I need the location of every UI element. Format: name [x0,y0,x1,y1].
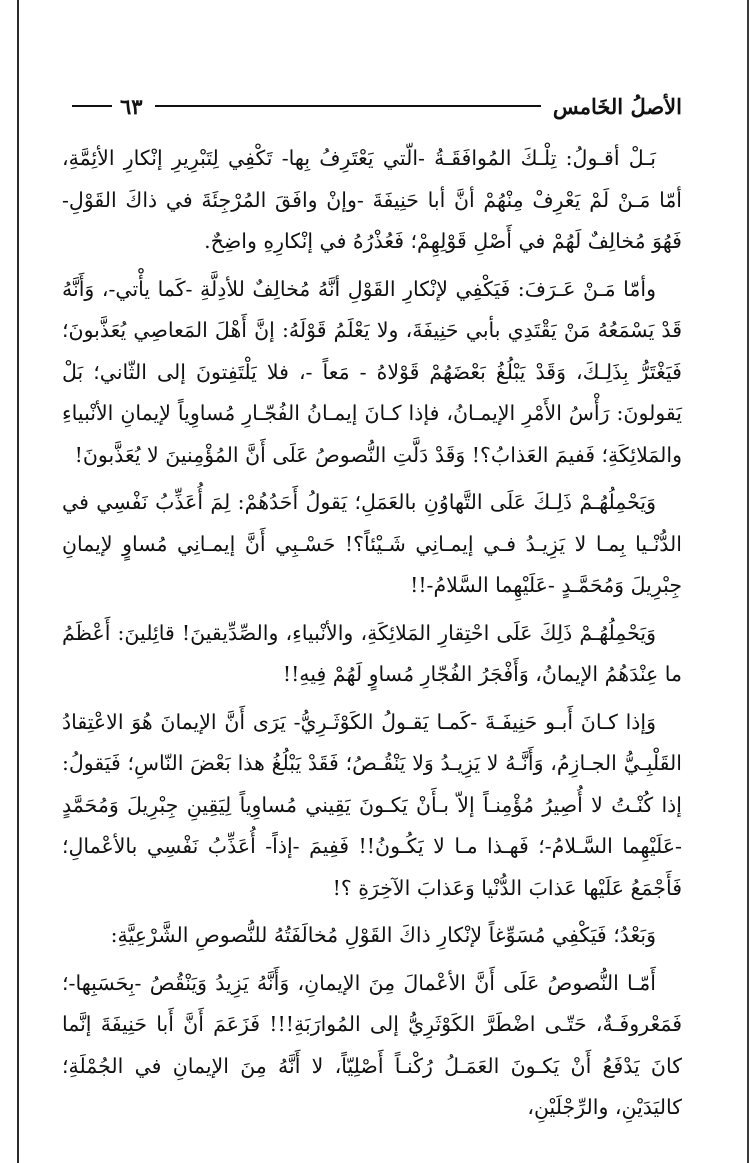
page-edge-right [747,0,749,1163]
paragraph-4: وَيَحْمِلُهُـمْ ذَلِكَ عَلَى احْتِقارِ المَلائِكَةِ، والأنْبياءِ، والصِّدِّيقينَ! قائِلينَ: أَعْظَمُ ما عِنْدَهُمُ الإيمانُ، وَأَفْجَرُ الفُجّارِ مُساوٍ لَهُمْ فِيهِ!! [62,620,682,686]
book-page [62,86,682,1135]
chapter-title: الأصلُ الخَامس [552,93,682,119]
paragraph-6: وَبَعْدُ؛ فَيَكْفِي مُسَوِّغاً لإنْكارِ ذاكَ القَوْلِ مُخالَفَتُهُ للنُّصوصِ الشَّرْعِيَّةِ: [110,923,656,947]
paragraph-5: وَإذا كـانَ أَبـو حَنِيفَـةَ -كَمـا يَقـولُ الكَوْثَـرِيُّ- يَرَى أَنَّ الإيمانَ هُوَ الاعْتِقادُ القَلْبِـيُّ الجـازِمُ، وَأَنَّـهُ لا يَزِيـدُ وَلا يَنْقُـصُ؛ فَقَدْ يَبْلُغُ هذا بَعْضَ النّاسِ؛ فَيَقولُ: إذا كُنْـتُ لا أُصِيرُ مُؤْمِنـاً إلاّ بـأَنْ يَكـونَ يَقِيني مُساوِياً لِيَقِينِ جِبْرِيلَ وَمُحَمَّدٍ -عَلَيْهِما السَّـلامُ-؛ فَهـذا مـا لا يَكُـونُ!! فَفِيمَ -إذاً- أُعَذِّبُ نَفْسِي بالأعْمالِ؛ فَأَجْمَعُ عَلَيْها عَذابَ الدُّنْيا وَعَذابَ الآخِرَةِ ؟! [62,709,682,900]
running-header [62,86,682,126]
paragraph-2: وأمّا مَـنْ عَـرَفَ: فَيَكْفِي لإنْكارِ القَوْلِ أنَّهُ مُخالِفٌ للأدِلَّةِ -كَما يأْتي-، وَأَنَّهُ قَدْ يَسْمَعُهُ مَنْ يَقْتَدِي بأبي حَنِيفَةَ، ولا يَعْلَمُ قَوْلَهُ: إنَّ أَهْلَ المَعاصِي يُعَذَّبونَ؛ فَيَغْتَرُّ بِذَلِـكَ، وَقَدْ يَبْلُغُ بَعْضَهُمْ قَوْلاهُ - مَعاً -، فلا يَلْتَفِتونَ إلى الثّاني؛ بَلْ يَقولونَ: رَأْسُ الأَمْرِ الإيمـانُ، فإذا كـانَ إيمـانُ الفُجّـارِ مُساوِياً لإيمانِ الأنْبياءِ والمَلائِكَةِ؛ فَفيمَ العَذابُ؟! وَقَدْ دَلَّتِ النُّصوصُ عَلَى أَنَّ المُؤْمِنينَ لا يُعَذَّبونَ! [62,276,682,467]
page-number: ٦٣ [120,93,143,119]
paragraph-1: بَـلْ أقـولُ: تِلْـكَ المُوافَقَـةُ -الّتي يَعْتَرِفُ بِها- تَكْفِي لِتَبْرِيرِ إنْكارِ الأئِمَّةِ، أمّا مَـنْ لَمْ يَعْرِفْ مِنْهُمْ أنَّ أبا حَنِيفَةَ -وإنْ وافَقَ المُرْجِئَةَ في ذاكَ القَوْلِ- فَهُوَ مُخالِفٌ لَهُمْ في أَصْلِ قَوْلِهِمْ؛ فَعُذْرُهُ في إنْكارِهِ واضِحٌ. [62,146,682,253]
header-rule [155,105,541,107]
paragraph-7: أَمّـا النُّصوصُ عَلَى أَنَّ الأعْمالَ مِنَ الإيمانِ، وَأَنَّهُ يَزِيدُ وَيَنْقُصُ -بِحَسَبِها-؛ فَمَعْروفَـةٌ، حَتّـى اضْطَرَّ الكَوْثَرِيُّ إلى المُوارَبَةِ!!! فَزَعَمَ أَنَّ أَبا حَنِيفَةَ إنَّما كانَ يَدْفَعُ أَنْ يَكـونَ العَمَـلُ رُكْنـاً أَصْلِيّاً، لا أَنَّهُ مِنَ الإيمانِ في الجُمْلَةِ؛ كاليَدَيْنِ، والرِّجْلَيْنِ، [62,970,682,1119]
header-rule-short [72,105,112,107]
page-edge-left [17,0,19,1163]
paragraph-3: وَيَحْمِلُهُـمْ ذَلِـكَ عَلَى التَّهاوُنِ بالعَمَلِ؛ يَقولُ أَحَدُهُمْ: لِمَ أُعَذِّبُ نَفْسِي في الدُّنْـيا بِمـا لا يَزِيـدُ فـي إيمـانِي شَـيْئاً؟! حَسْـبِي أَنَّ إيمـانِي مُساوٍ لإيمانِ جِبْرِيلَ وَمُحَمَّـدٍ -عَلَيْهِما السَّلامُ-!! [62,490,682,597]
